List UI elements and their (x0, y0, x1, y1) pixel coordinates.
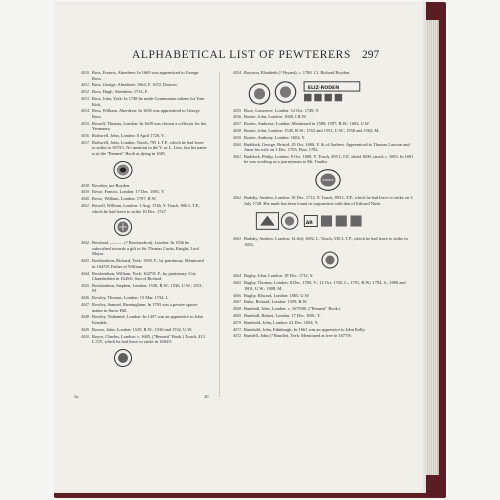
entry-text: Rumbold, John, Edinburgh: In 1661 was an apprentice to John Kelly. (244, 326, 366, 332)
entry-text: Royce, Charles, London: c. 1685, ("Bennett" Book.) Touch, 413 L.T.P., which he had leave to strike in 1684/5. (92, 333, 205, 345)
entry-text: Rozier, Anthony, London: 1604, Y. (244, 134, 306, 140)
entry-number: 4050. (81, 333, 90, 339)
list-item (72, 70, 207, 81)
page-header (54, 49, 426, 65)
entry-number: 4057. (233, 121, 242, 127)
list-item (72, 314, 207, 325)
list-item (224, 108, 414, 114)
list-item (72, 82, 207, 88)
list-item (224, 320, 414, 326)
entry-number: 4032. (81, 89, 90, 95)
entry-text: Rozier, John, London: 1600, I.R.W. (244, 114, 307, 120)
entry-number: 4038. (81, 182, 90, 188)
entry-number: 4070. (233, 319, 242, 325)
list-item (72, 271, 207, 282)
touchmark-icon (112, 160, 134, 180)
list-item (72, 302, 207, 313)
mark-initials: AR (305, 221, 313, 227)
entry-number: 4030. (81, 70, 90, 75)
entry-number: 4072. (233, 333, 242, 339)
entry-text: Roze, Lawrence, London: 12 Oct. 1749, Y. (244, 107, 320, 113)
entry-text: Rozier, Ambrose, London: Mentioned in 1580; 1597, R.W.; 1603, U.W. (244, 121, 370, 127)
list-item (72, 283, 207, 294)
list-item (224, 313, 414, 319)
entry-text: Rugby, John, London: 18 Dec. 1712, Y. (244, 273, 314, 279)
entry-text: Rossell, Thomas, London: In 1609 was chosen a collector for the Yeomanry. (92, 120, 207, 132)
entry-number: 4058. (233, 127, 242, 133)
list-item (224, 195, 414, 206)
entry-text: Ross, George, Aberdeen: 1664, F. 1672, Deacon. (92, 82, 178, 88)
entry-text: Rudsby, Andrew, London: 18 Dec. 1712, Y. Touch, 893 L.T.P., which he had leave to strike on 3 July 1728. His mark has been found in conjunction with that of Edward Nash. (244, 195, 413, 206)
entry-text: Ross, William, Aberdeen: In 1650 was apprenticed to George Ross. (92, 108, 200, 119)
entry-text: Rugby, Thomas, London: 8 Dec. 1760, Y.; 12 Oct. 1760, L.; 1791, R.W.; 1794, S.; 1800 and 1801, U.W.; 1808, M. (244, 280, 406, 291)
entry-text: Rundell, John (? Rundle), York: Mentioned as free in 1677/8. (244, 333, 352, 339)
right-entries-a (224, 108, 414, 165)
list-item (224, 273, 414, 279)
entry-number: 4040. (81, 196, 90, 202)
entry-text: Ross, Francis, Aberdeen: In 1669 was apprenticed to George Ross. (92, 70, 199, 81)
entry-number: 4071. (233, 326, 242, 332)
list-item (72, 240, 207, 257)
left-entries-mid (72, 183, 207, 215)
entry-number: 4037. (81, 139, 90, 145)
list-item (72, 295, 207, 301)
touchmark-icon (112, 217, 134, 237)
entry-text: Rowlandson, Richard, York: 1590, F., by patrimony. Mentioned in 1647/8. Father of William. (92, 258, 204, 269)
entry-text: Rudduck, George, Bristol: 25 Oct. 1690, Y. & of Andrew. Apprenticed to Thomas Lawson and Anne his wife on 3 Dec. 1753. Fine, 1782. (244, 141, 410, 153)
entry-number: 4049. (81, 326, 90, 332)
entry-text: Ross, Hugh, Aberdeen: 1713, F. (92, 89, 148, 95)
book-page (54, 2, 426, 493)
entry-text: Ross, John, York: In 1748 he made Communion tokens for Yarn Kirk. (92, 95, 205, 107)
entry-number: 4043. (81, 258, 90, 264)
right-entries-top (224, 70, 414, 76)
list-item (72, 89, 207, 95)
list-item (72, 334, 207, 345)
entry-text: Ruke, Richard, London: 1559, R.W. (244, 299, 308, 305)
list-item (224, 306, 414, 312)
touchmark-group-icon (244, 79, 379, 105)
entry-number: 4033. (81, 95, 90, 101)
entry-number: 4064. (233, 273, 242, 279)
list-item (72, 121, 207, 132)
footer-signature: 5a. (74, 394, 80, 399)
entry-number: 4063. (233, 236, 242, 242)
list-item (224, 114, 414, 120)
entry-number: 4060. (233, 141, 242, 147)
page-edges (426, 20, 439, 475)
list-item (224, 299, 414, 305)
list-item (72, 183, 207, 189)
entry-number: 4054. (233, 70, 242, 75)
entry-number: 4044. (81, 270, 90, 276)
entry-number: 4035. (81, 120, 90, 126)
entry-number: 4066. (233, 292, 242, 298)
right-entries-d (224, 273, 414, 338)
entry-number: 4056. (233, 114, 242, 120)
touchmark-icon (112, 348, 134, 368)
list-item (224, 135, 414, 141)
entry-number: 4031. (81, 82, 90, 88)
entry-text: Rowland, ——— (? Rowlandson), London: In 1556 he subscribed towards a gift to Sir Thomas Curtis, Knight, Lord Mayor. (92, 240, 199, 257)
entry-text: Rothwell, John, London: Touch, 795 L.T.P., which he had leave to strike in 1670/1. No mention in the Y. or L. Lists, but his name is in the "Bennett" Book as dying in 1681. (92, 139, 207, 157)
entry-number: 4068. (233, 306, 242, 312)
touchmark-group-icon (252, 209, 377, 233)
touchmark-icon (314, 168, 342, 192)
touchmark-icon (319, 250, 341, 270)
list-item (72, 327, 207, 333)
list-item (224, 121, 414, 127)
entry-number: 4061. (233, 153, 242, 159)
list-item (72, 258, 207, 269)
entry-number: 4047. (81, 302, 90, 308)
list-item (72, 108, 207, 119)
list-item (224, 333, 414, 339)
entry-number: 4062. (233, 195, 242, 201)
right-entries-b (224, 195, 414, 206)
page-number: 297 (362, 49, 380, 61)
list-item (224, 154, 414, 165)
entry-number: 4034. (81, 108, 90, 114)
entry-text: Rowley, Nathaniel, London: In 1457 was an apprentice to John Kendale. (92, 314, 203, 325)
left-entries-top (72, 70, 207, 157)
entry-text: Rudsby, Andrew, London: 14 July 1692, L. Touch, 530 L.T.P., which he had leave to strike in 1692. (244, 236, 408, 247)
entry-number: 4067. (233, 299, 242, 305)
entry-text: Rowlandson, Stephen, London: 1530, R.W.; 1536, U.W.; 1551, M. (92, 282, 203, 294)
right-column (224, 70, 414, 340)
entry-number: 4042. (81, 240, 90, 246)
list-item (72, 196, 207, 202)
right-entries-c (224, 236, 414, 247)
list-item (224, 128, 414, 134)
entry-text: Rugby, Edward, London: 1805, U.W. (244, 292, 310, 298)
entry-number: 4065. (233, 280, 242, 286)
entry-text: Rowlandson, William, York: 1627/8, F., by patrimony. City Chamberlain in 1645/6. Son of Richard. (92, 270, 196, 282)
list-item (72, 96, 207, 107)
entry-number: 4055. (233, 107, 242, 113)
entry-text: Rowse, John, London: 1529, R.W.; 1536 and 1532, U.W. (92, 326, 193, 332)
entry-number: 4039. (81, 189, 90, 195)
entry-text: Rowell, William, London: 1 Aug. 1746, Y. Touch, 806 L.T.P., which he had leave to strike 10 Dec. 1747. (92, 202, 200, 214)
entry-number: 4069. (233, 312, 242, 318)
left-column (72, 70, 207, 371)
list-item (224, 142, 414, 153)
page-title: ALPHABETICAL LIST OF PEWTERERS (132, 49, 351, 61)
entry-number: 4045. (81, 282, 90, 288)
list-item (224, 236, 414, 247)
list-item (224, 293, 414, 299)
entry-number: 4059. (233, 134, 242, 140)
entry-text: Rowley, Thomas, London: 15 Mar. 1734, L. (92, 295, 170, 301)
entry-text: Rudduck, Philip, London: 9 Oct. 1690, Y. Touch, 495 L.T.P., dated 1690, struck c. 1693. In 1691 he was working as a journeyman to Mr. Taudin. (244, 153, 414, 165)
entry-text: Rowley, Samuel, Birmingham: In 1793 was a pewter spoon-maker in Snow Hill. (92, 302, 199, 313)
entry-text: Rothwell, John, London: 8 April 1726, Y. (92, 133, 165, 139)
entry-number: 4036. (81, 133, 90, 139)
entry-text: Rowe, William, London: 1707, R.W. (92, 196, 157, 202)
footer-catchword: 20 (204, 394, 209, 399)
list-item (72, 203, 207, 214)
list-item (72, 133, 207, 139)
entry-number: 4048. (81, 314, 90, 320)
entry-text: Rozier, John, London: 1545, R.W.; 1552 and 1553, U.W.; 1558 and 1563, M. (244, 127, 380, 133)
page-footer (54, 394, 426, 404)
entry-text: Rowden, see Boyden. (92, 182, 131, 188)
stamp-text: ELIZ·RODEN (307, 85, 340, 91)
entry-text: Rumball, John, London: c. 1679/80. ("Bennett" Book.) (244, 306, 341, 312)
entry-text: Royston, Elizabeth (? Bryant), c. 1700. Cf. Richard Royden. (244, 70, 351, 75)
list-item (72, 189, 207, 195)
entry-number: 4041. (81, 202, 90, 208)
left-entries-bottom (72, 240, 207, 345)
entry-number: 4046. (81, 295, 90, 301)
entry-text: Rowe, Francis, London: 17 Dec. 1691, Y. (92, 189, 165, 195)
list-item (224, 70, 414, 76)
entry-text: Rumbold, John, London: 22 Dec. 1694, Y. (244, 319, 319, 325)
list-item (72, 140, 207, 157)
entry-text: Rumball, Robert, London: 17 Dec. 1691, Y. (244, 312, 321, 318)
list-item (224, 327, 414, 333)
column-divider (219, 72, 220, 397)
list-item (224, 280, 414, 291)
